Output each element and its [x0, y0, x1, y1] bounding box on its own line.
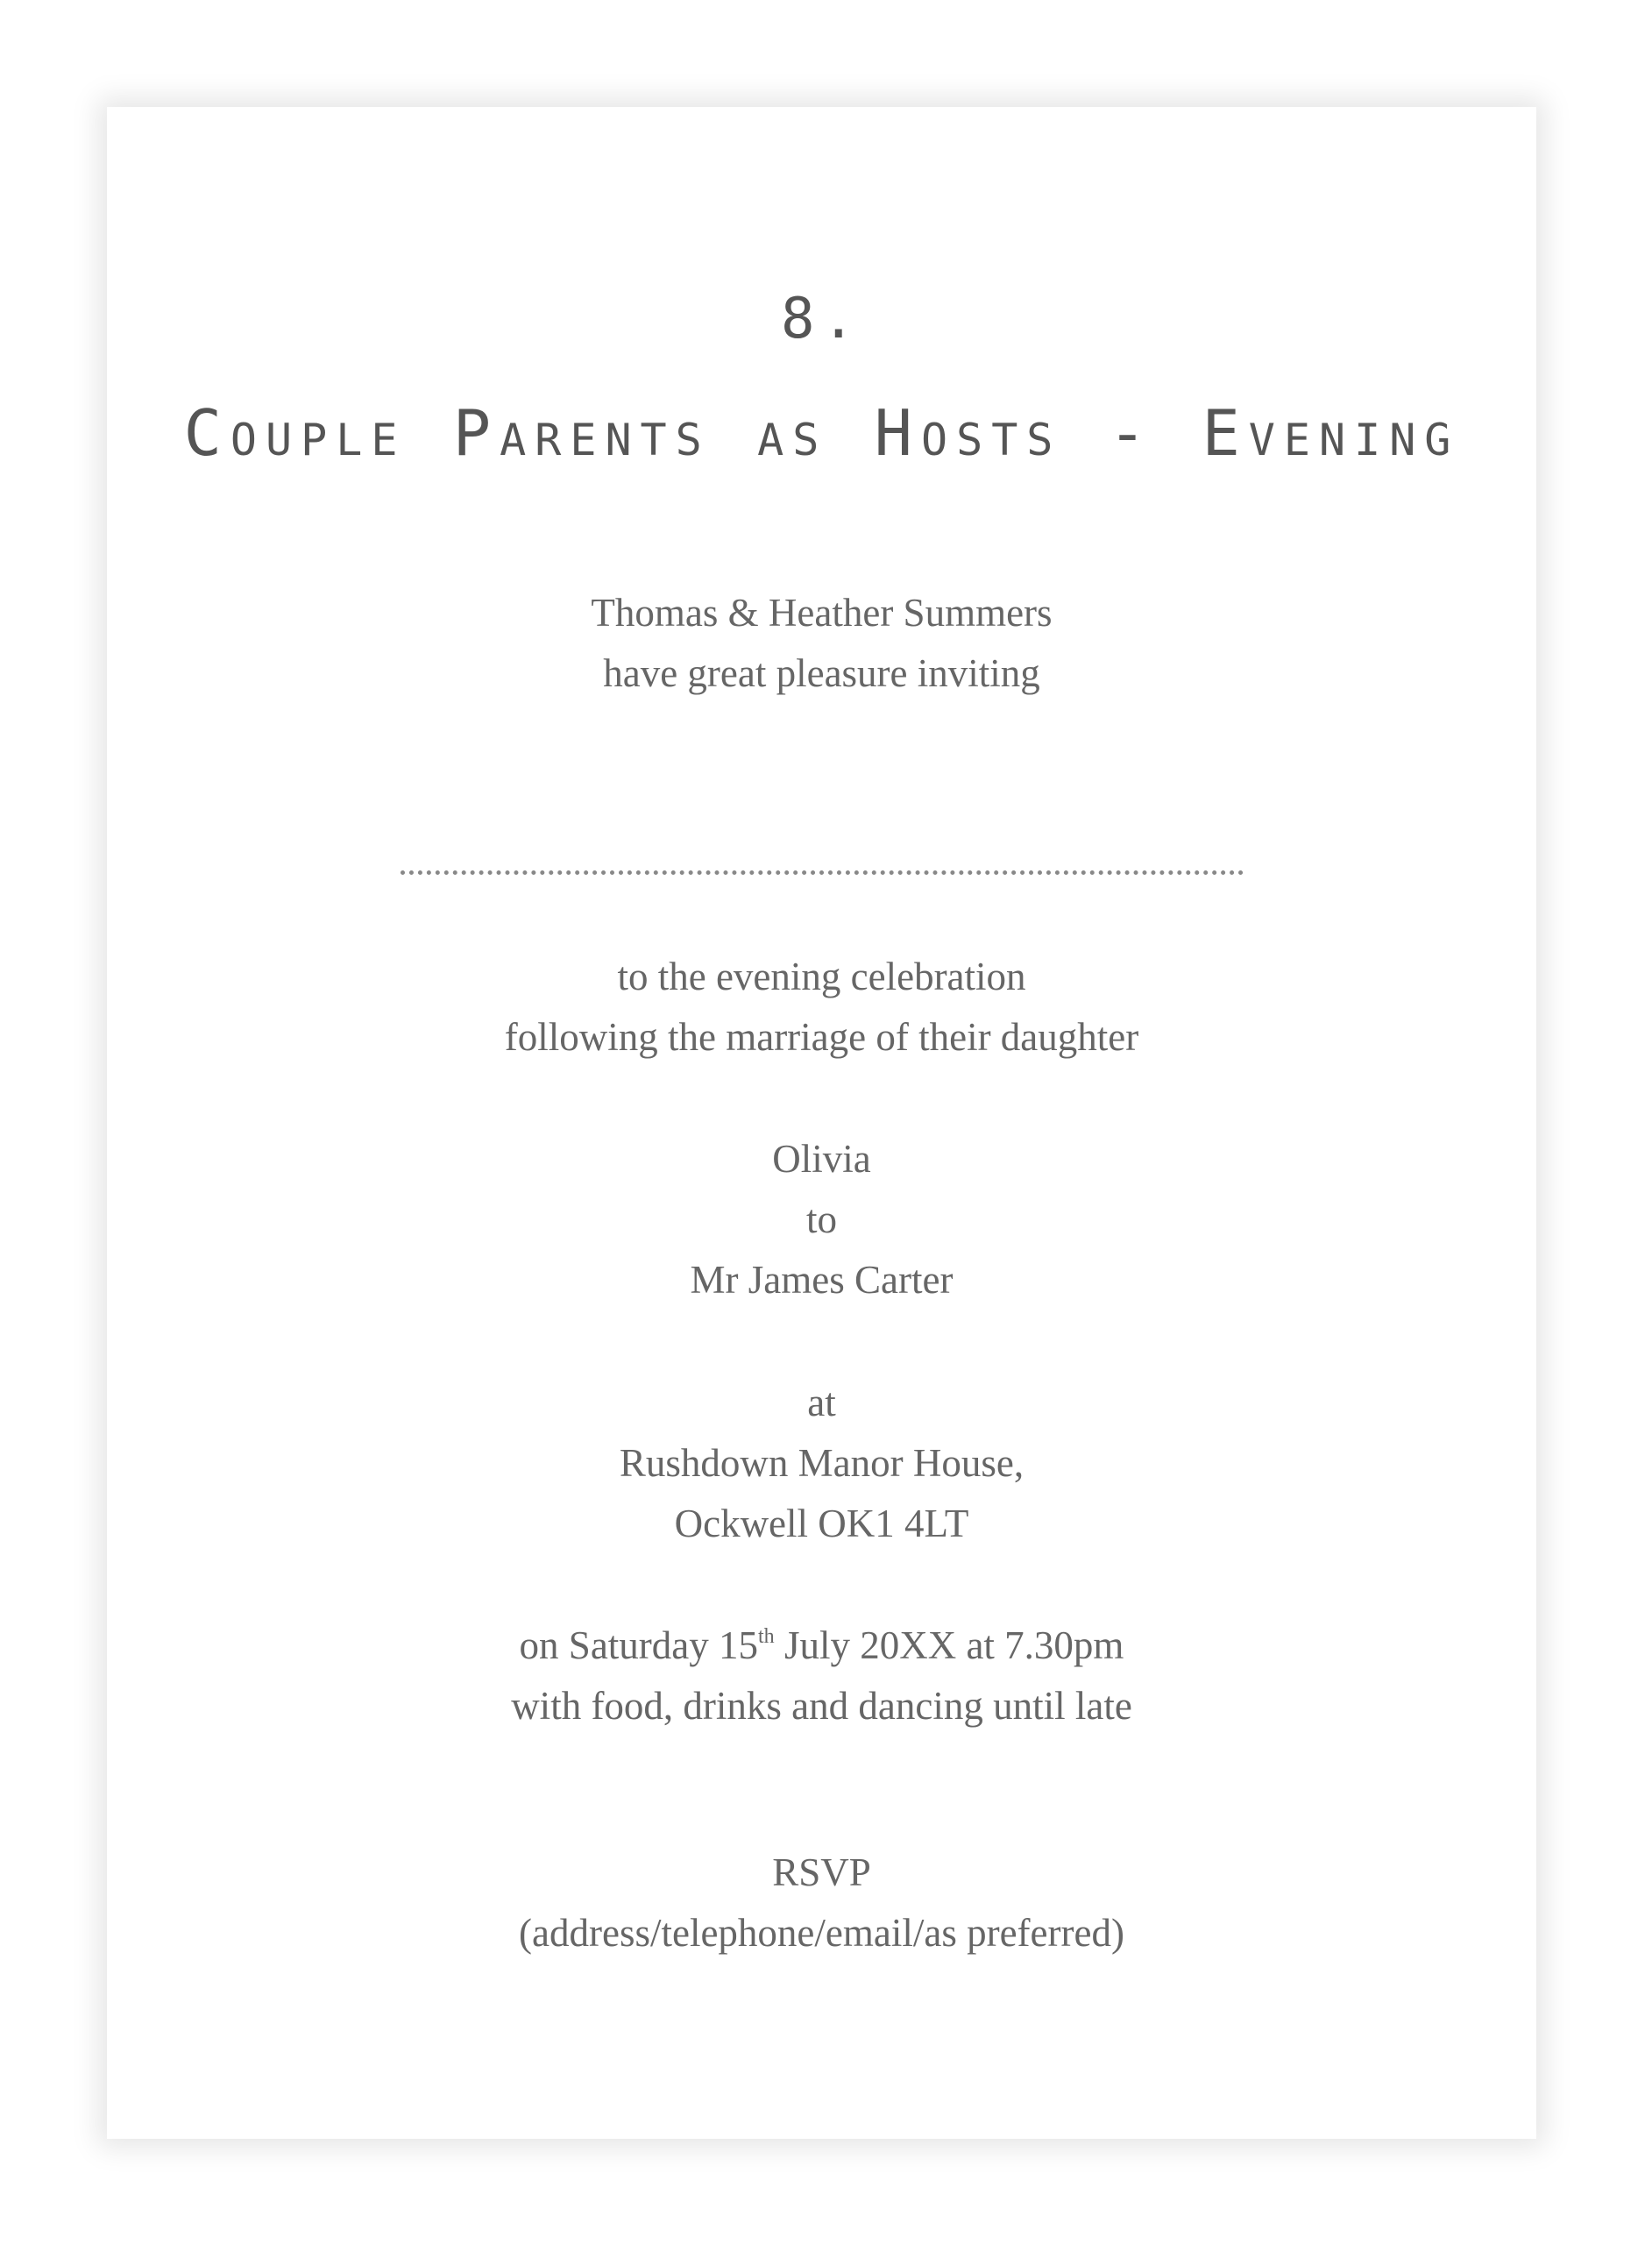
festivities-line: with food, drinks and dancing until late — [511, 1684, 1132, 1728]
venue-line-2: Ockwell OK1 4LT — [674, 1502, 969, 1545]
template-number: 8. — [780, 287, 863, 352]
date-ordinal: th — [758, 1625, 775, 1648]
guest-name-dotted-line — [401, 870, 1244, 875]
date-prefix: on Saturday 15 — [519, 1623, 759, 1667]
venue-line-1: Rushdown Manor House, — [619, 1441, 1025, 1485]
groom-name: Mr James Carter — [690, 1258, 954, 1302]
bride-name: Olivia — [772, 1137, 871, 1181]
rsvp-details: (address/telephone/email/as preferred) — [519, 1911, 1124, 1955]
rsvp-label: RSVP — [772, 1850, 871, 1894]
pleasure-line: have great pleasure inviting — [603, 651, 1040, 695]
hosts-line: Thomas & Heather Summers — [591, 591, 1053, 635]
date-rest: July 20XX at 7.30pm — [774, 1623, 1124, 1667]
template-title: Couple Parents as Hosts - Evening — [183, 396, 1460, 470]
invitation-card — [107, 107, 1536, 2139]
date-line — [107, 1623, 1536, 1667]
to-line: to — [805, 1197, 837, 1241]
at-line: at — [807, 1381, 836, 1424]
celebration-line: to the evening celebration — [617, 955, 1026, 998]
following-line: following the marriage of their daughter — [504, 1015, 1139, 1059]
